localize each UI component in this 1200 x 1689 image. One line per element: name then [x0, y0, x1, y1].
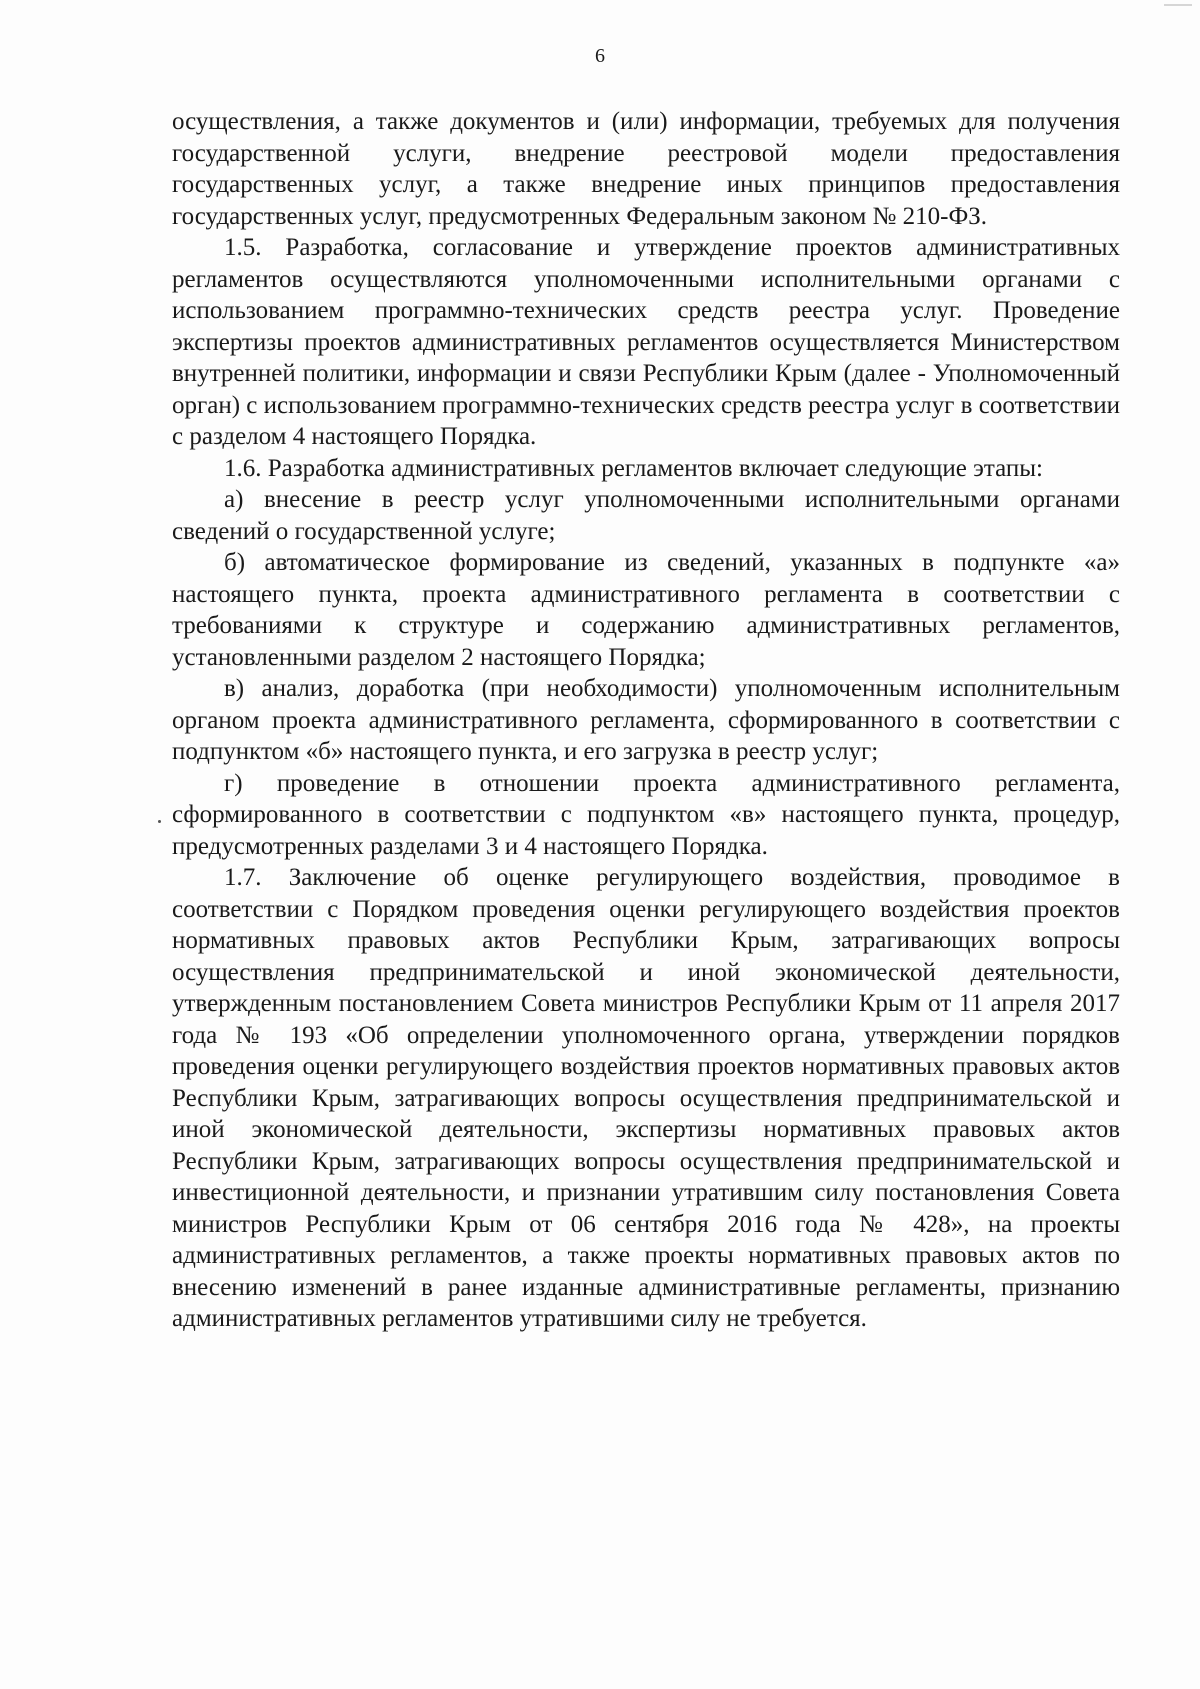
list-item-a: а) внесение в реестр услуг уполномоченными исполнительными органами сведений о государственной услуге;	[172, 486, 1120, 545]
document-body	[172, 106, 1120, 1335]
page-number: 6	[595, 45, 605, 67]
paragraph-continuation: осуществления, а также документов и (или) информации, требуемых для получения государственной услуги, внедрение реестровой модели предоставления государственных услуг, а также внедрение иных принципов предоставления государственных услуг, предусмотренных Федеральным законом № 210-ФЗ.	[172, 108, 1120, 230]
paragraph-1-5: 1.5. Разработка, согласование и утверждение проектов административных регламентов осуществляются уполномоченными исполнительными органами с использованием программно-технических средств реестра услуг. Проведение экспертизы проектов административных регламентов осуществляется Министерством внутренней политики, информации и связи Республики Крым (далее - Уполномоченный орган) с использованием программно-технических средств реестра услуг в соответствии с разделом 4 настоящего Порядка.	[172, 234, 1120, 450]
list-item-v: в) анализ, доработка (при необходимости) уполномоченным исполнительным органом проекта административного регламента, сформированного в соответствии с подпунктом «б» настоящего пункта, и его загрузка в реестр услуг;	[172, 675, 1120, 765]
paragraph-1-6: 1.6. Разработка административных регламентов включает следующие этапы:	[224, 454, 1043, 482]
paragraph-1-7: 1.7. Заключение об оценке регулирующего воздействия, проводимое в соответствии с Порядком проведения оценки регулирующего воздействия проектов нормативных правовых актов Республики Крым, затрагивающих вопросы осуществления предпринимательской и иной экономической деятельности, утвержденным постановлением Совета министров Республики Крым от 11 апреля 2017 года № 193 «Об определении уполномоченного органа, утверждении порядков проведения оценки регулирующего воздействия проектов нормативных правовых актов Республики Крым, затрагивающих вопросы осуществления предпринимательской и иной экономической деятельности, экспертизы нормативных правовых актов Республики Крым, затрагивающих вопросы осуществления предпринимательской и инвестиционной деятельности, и признании утратившим силу постановления Совета министров Республики Крым от 06 сентября 2016 года № 428», на проекты административных регламентов, а также проекты нормативных правовых актов по внесению изменений в ранее изданные административные регламенты, признанию административных регламентов утратившими силу не требуется.	[172, 864, 1120, 1332]
margin-dot	[158, 820, 161, 823]
scan-artifact	[1164, 4, 1192, 6]
list-item-b: б) автоматическое формирование из сведений, указанных в подпункте «а» настоящего пункта, проекта административного регламента в соответствии с требованиями к структуре и содержанию административных регламентов, установленными разделом 2 настоящего Порядка;	[172, 549, 1120, 671]
list-item-g: г) проведение в отношении проекта административного регламента, сформированного в соответствии с подпунктом «в» настоящего пункта, процедур, предусмотренных разделами 3 и 4 настоящего Порядка.	[172, 769, 1120, 860]
